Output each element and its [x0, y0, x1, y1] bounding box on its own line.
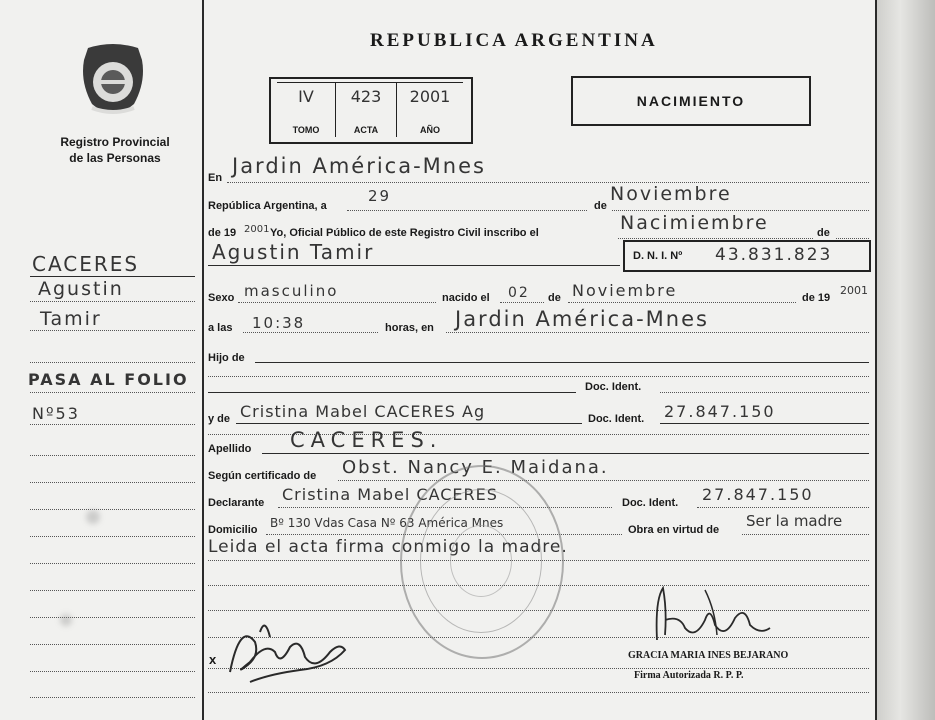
form-line	[446, 332, 869, 333]
leida-text: Leida el acta firma conmigo la madre.	[208, 537, 568, 557]
form-line	[500, 302, 544, 303]
hijo-label: Hijo de	[208, 352, 245, 364]
margin-line	[30, 697, 195, 698]
tomo-value: IV	[298, 87, 314, 106]
margin-surname: CACERES	[32, 252, 140, 276]
birth-day-value: 02	[508, 285, 530, 301]
day-value: 29	[368, 187, 392, 205]
registry-title-line2: de las Personas	[69, 151, 161, 165]
anio-value: 2001	[409, 87, 451, 106]
form-line	[660, 392, 869, 393]
birth-de-label: de	[548, 292, 561, 304]
certificado-label: Según certificado de	[208, 470, 317, 482]
nacido-label: nacido el	[442, 292, 490, 304]
record-type-label: NACIMIENTO	[636, 93, 746, 109]
margin-folio-note: PASA AL FOLIO	[28, 370, 189, 389]
mother-name-value: Cristina Mabel CACERES Ag	[240, 402, 486, 421]
oficial-text: Yo, Oficial Público de este Registro Civil inscribo el	[270, 227, 539, 239]
form-line	[338, 480, 869, 481]
form-line	[568, 302, 796, 303]
apellido-value: CACERES.	[290, 428, 443, 452]
anio-label: AÑO	[420, 125, 440, 135]
margin-line	[30, 536, 195, 537]
left-border-line	[202, 0, 204, 720]
form-line	[742, 534, 869, 535]
en-label: En	[208, 172, 223, 184]
form-line	[612, 210, 869, 211]
form-line	[618, 238, 813, 239]
tomo-label: TOMO	[292, 125, 320, 135]
tomo-cell	[277, 82, 336, 137]
margin-line	[30, 509, 195, 510]
de-label: de	[594, 200, 607, 212]
margin-line	[30, 330, 195, 331]
birth-month-value: Noviembre	[572, 281, 678, 300]
form-line	[238, 302, 436, 303]
country-title: REPUBLICA ARGENTINA	[370, 30, 658, 51]
republica-label: República Argentina, a	[208, 200, 327, 212]
margin-line	[30, 301, 195, 302]
alas-label: a las	[208, 322, 233, 334]
official-name: GRACIA MARIA INES BEJARANO	[628, 650, 789, 661]
margin-name1: Agustin	[38, 278, 124, 300]
margin-line	[30, 276, 195, 277]
official-stamp	[400, 465, 564, 659]
binding-edge	[877, 0, 935, 720]
acta-cell	[336, 82, 397, 137]
year-prefix-label: de 19	[208, 227, 237, 239]
birth-place-value: Jardin América-Mnes	[455, 307, 709, 331]
margin-line	[30, 671, 195, 672]
declarant-signature	[220, 612, 350, 692]
form-line	[697, 507, 869, 508]
child-name-value: Agustin Tamir	[212, 240, 375, 264]
acta-value: 423	[350, 87, 382, 106]
record-type-box	[571, 76, 811, 126]
yde-label: y de	[208, 413, 231, 425]
declarante-value: Cristina Mabel CACERES	[282, 485, 498, 504]
apellido-label: Apellido	[208, 443, 252, 455]
year-written-value: 2001	[244, 224, 270, 235]
margin-name2: Tamir	[40, 308, 102, 330]
form-line	[208, 392, 576, 393]
declarante-doc-label: Doc. Ident.	[622, 497, 679, 509]
form-line	[208, 376, 869, 377]
margin-line	[30, 392, 195, 393]
form-line	[208, 692, 869, 693]
obra-label: Obra en virtud de	[628, 524, 720, 536]
sexo-value: masculino	[244, 282, 339, 300]
obra-value: Ser la madre	[746, 512, 843, 530]
margin-folio-number: Nº53	[32, 404, 80, 423]
form-line	[262, 453, 869, 454]
dni-box	[623, 240, 871, 272]
registry-title-line1: Registro Provincial	[60, 135, 170, 149]
acta-label: ACTA	[353, 125, 379, 135]
declarante-doc-value: 27.847.150	[702, 485, 814, 504]
dni-label: D. N. I. Nº	[633, 250, 683, 262]
margin-line	[30, 617, 195, 618]
birth-year-prefix: de 19	[802, 292, 831, 304]
domicilio-label: Domicilio	[208, 524, 258, 536]
margin-line	[30, 455, 195, 456]
month-value: Noviembre	[610, 183, 732, 205]
de-label-2: de	[817, 227, 830, 239]
horas-label: horas, en	[385, 322, 434, 334]
place-value: Jardin América-Mnes	[232, 154, 486, 178]
signature-mark: x	[209, 652, 217, 667]
certificado-value: Obst. Nancy E. Maidana.	[342, 457, 609, 478]
father-doc-label: Doc. Ident.	[585, 381, 642, 393]
form-line	[208, 265, 620, 266]
paper-smudge	[60, 614, 72, 626]
domicilio-value: Bº 130 Vdas Casa Nº 63 América Mnes	[270, 516, 504, 530]
hour-value: 10:38	[252, 314, 306, 332]
official-title: Firma Autorizada R. P. P.	[634, 670, 744, 681]
form-line	[255, 362, 869, 363]
inscribo-value: Nacimiembre	[620, 212, 769, 234]
province-seal	[78, 42, 148, 122]
margin-line	[30, 644, 195, 645]
official-signature	[645, 580, 775, 650]
paper-smudge	[86, 510, 100, 524]
declarante-label: Declarante	[208, 497, 265, 509]
dni-value: 43.831.823	[715, 245, 833, 265]
mother-doc-value: 27.847.150	[664, 402, 776, 421]
form-line	[236, 423, 582, 424]
form-line	[347, 210, 587, 211]
form-line	[660, 423, 869, 424]
form-line	[243, 332, 378, 333]
margin-line	[30, 424, 195, 425]
mother-doc-label: Doc. Ident.	[588, 413, 645, 425]
anio-cell	[397, 82, 463, 137]
birth-year-value: 2001	[840, 284, 868, 297]
form-line	[227, 182, 869, 183]
sexo-label: Sexo	[208, 292, 235, 304]
margin-line	[30, 590, 195, 591]
margin-line	[30, 362, 195, 363]
margin-line	[30, 482, 195, 483]
margin-line	[30, 563, 195, 564]
form-line	[836, 238, 869, 239]
